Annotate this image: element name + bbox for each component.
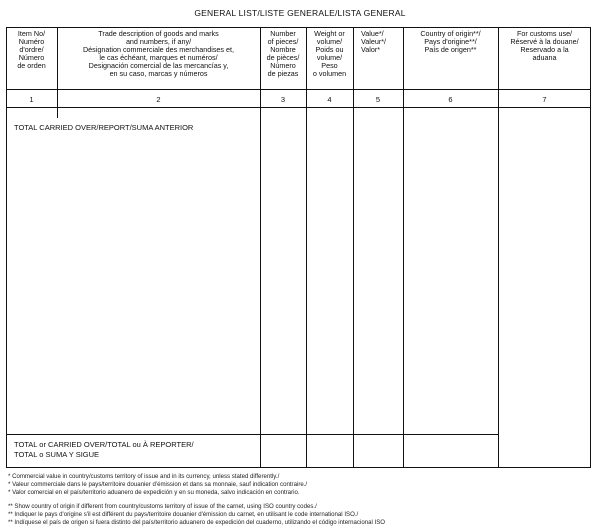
- footnote-origin-es: ** Indíquese el país de origen si fuera distinto del país/territorio aduanero de expedición del cuaderno, utilizando el código internacional ISO: [8, 519, 386, 526]
- column-number-3: 3: [280, 95, 286, 104]
- footnote-origin-en: ** Show country of origin if different from country/customs territory of issue of the carnet, using ISO country codes./: [8, 503, 317, 510]
- total-carried-over-label: TOTAL CARRIED OVER/REPORT/SUMA ANTERIOR: [14, 123, 194, 132]
- column-number-7: 7: [542, 95, 547, 104]
- page-title: GENERAL LIST/LISTE GENERALE/LISTA GENERAL: [194, 8, 406, 18]
- column-divider-5: [403, 27, 404, 468]
- column-header-value: Value*/ Valeur*/ Valor*: [361, 29, 387, 54]
- column-number-divider: [6, 107, 591, 108]
- column-number-1: 1: [29, 95, 34, 104]
- column-divider-4: [353, 27, 354, 468]
- column-divider-3: [306, 27, 307, 468]
- column-header-description: Trade description of goods and marks and numbers, if any/ Désignation commerciale des merchandises et, le cas échéant, marques et numéros/ Designación comercial de las mercancías y, en su caso, marcas y números: [82, 29, 234, 78]
- column-divider-6: [498, 27, 499, 468]
- footnote-value-es: * Valor comercial en el país/territorio aduanero de expedición y en su moneda, salvo indicación en contrario.: [8, 489, 300, 496]
- column-header-item-no: Item No/ Numéro d'ordre/ Número de orden: [17, 29, 46, 70]
- footnote-value-fr: * Valeur commerciale dans le pays/territoire douanier d'émission et dans sa monnaie, sauf indication contraire./: [8, 481, 308, 488]
- column-divider-2: [260, 27, 261, 468]
- total-row-divider: [6, 434, 498, 435]
- total-or-carried-over-label: TOTAL or CARRIED OVER/TOTAL ou À REPORTER/ TOTAL o SUMA Y SIGUE: [14, 440, 194, 459]
- header-divider: [6, 89, 591, 90]
- column-number-2: 2: [156, 95, 161, 104]
- column-header-weight: Weight or volume/ Poids ou volume/ Peso o volumen: [312, 29, 347, 78]
- column-header-origin: Country of origin**/ Pays d'origine**/ País de origen**: [420, 29, 481, 54]
- column-number-4: 4: [327, 95, 332, 104]
- column-header-pieces: Number of pieces/ Nombre de pièces/ Número de piezas: [266, 29, 300, 78]
- footnote-value-en: * Commercial value in country/customs territory of issue and in its currency, unless stated differently./: [8, 473, 280, 480]
- footnote-origin-fr: ** Indiquer le pays d'origine s'il est différent du pays/territoire douanier d'émission du carnet, en utilisant le code international ISO./: [8, 511, 359, 518]
- column-header-customs: For customs use/ Réservé à la douane/ Reservado a la aduana: [510, 29, 579, 62]
- column-number-5: 5: [375, 95, 381, 104]
- column-number-6: 6: [448, 95, 453, 104]
- general-list-table: [6, 27, 591, 468]
